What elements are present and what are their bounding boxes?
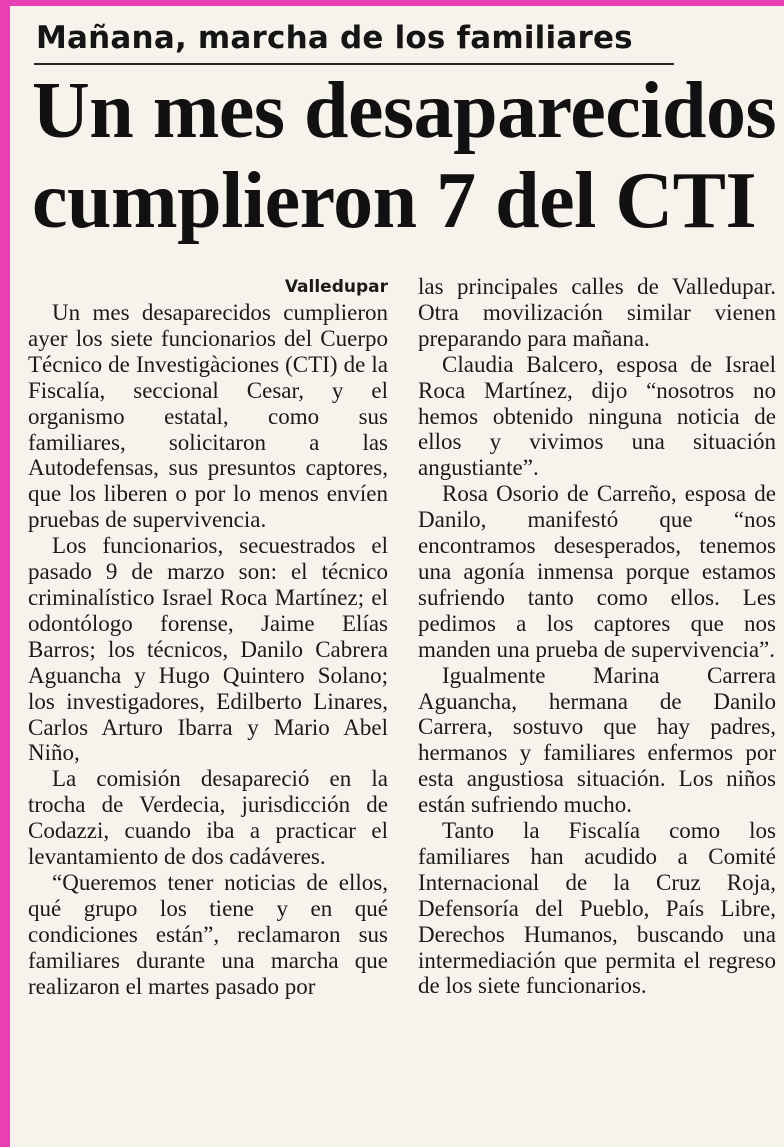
article-column-right [418,274,776,999]
paragraph: Los funcionarios, secuestrados el pasado 9 de marzo son: el técnico criminalístico Israel Roca Martínez; el odontólogo forense, Jaime Elías Barros; los técnicos, Danilo Cabrera Aguancha y Hugo Quintero Solano; los investigadores, Edilberto Linares, Carlos Arturo Ibarra y Mario Abel Niño, [28,533,388,766]
paragraph: “Queremos tener noticias de ellos, qué grupo los tiene y en qué condiciones están”, reclamaron sus familiares durante una marcha que realizaron el martes pasado por [28,869,388,999]
headline-line-2: cumplieron 7 del CTI [32,157,757,245]
main-headline [32,66,777,246]
kicker-rule [34,63,674,65]
article-column-left [28,274,388,999]
paragraph: Claudia Balcero, esposa de Israel Roca Martínez, dijo “nosotros no hemos obtenido ninguna noticia de ellos y vivimos una situación angustiante”. [418,351,776,481]
dateline: Valledupar [284,277,388,297]
headline-line-1: Un mes desaparecidos [32,67,777,155]
kicker-headline: Mañana, marcha de los familiares [36,20,633,56]
paragraph: La comisión desapareció en la trocha de Verdecia, jurisdicción de Codazzi, cuando iba a practicar el levantamiento de dos cadáveres. [28,766,388,870]
paragraph: Tanto la Fiscalía como los familiares han acudido a Comité Internacional de la Cruz Roja, Defensoría del Pueblo, País Libre, Derechos Humanos, buscando una intermediación que permita el regreso de los siete funcionarios. [418,818,776,999]
paragraph: Un mes desaparecidos cumplieron ayer los siete funcionarios del Cuerpo Técnico de Investigàciones (CTI) de la Fiscalía, seccional Cesar, y el organismo estatal, como sus familiares, solicitaron a las Autodefensas, sus presuntos captores, que los liberen o por lo menos envíen pruebas de supervivencia. [28,300,388,533]
paragraph-continued: las principales calles de Valledupar. Otra movilización similar vienen preparando para mañana. [418,274,776,351]
newspaper-clipping [10,6,784,1147]
paragraph: Igualmente Marina Carrera Aguancha, hermana de Danilo Carrera, sostuvo que hay padres, hermanos y familiares enfermos por esta angustiosa situación. Los niños están sufriendo mucho. [418,662,776,818]
paragraph: Rosa Osorio de Carreño, esposa de Danilo, manifestó que “nos encontramos desesperados, tenemos una agonía inmensa porque estamos sufriendo tanto como ellos. Les pedimos a los captores que nos manden una prueba de supervivencia”. [418,481,776,662]
